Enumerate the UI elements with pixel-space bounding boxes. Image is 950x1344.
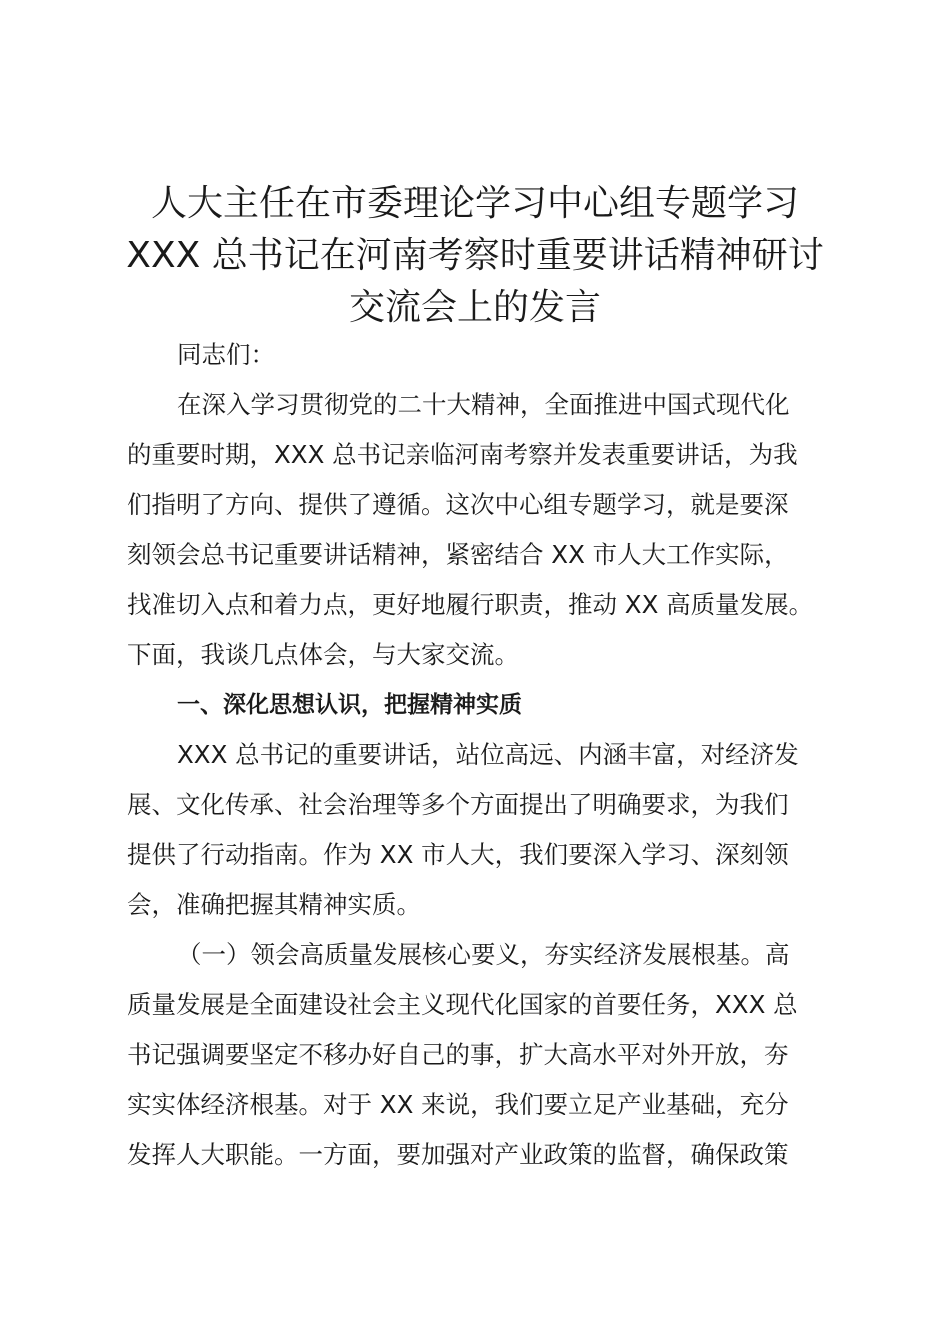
paragraph-line: 提供了行动指南。作为 XX 市人大，我们要深入学习、深刻领 (127, 840, 789, 869)
paragraph-line: 会，准确把握其精神实质。 (127, 890, 421, 919)
paragraph-line: 找准切入点和着力点，更好地履行职责，推动 XX 高质量发展。 (127, 590, 814, 619)
salutation: 同志们： (177, 340, 275, 369)
paragraph-line: XXX 总书记的重要讲话，站位高远、内涵丰富，对经济发 (177, 740, 799, 769)
title-line-3: 交流会上的发言 (348, 287, 601, 328)
paragraph-line: 刻领会总书记重要讲话精神，紧密结合 XX 市人大工作实际， (127, 540, 789, 569)
title-line-1: 人大主任在市委理论学习中心组专题学习 (150, 183, 799, 224)
paragraph-line: 们指明了方向、提供了遵循。这次中心组专题学习，就是要深 (127, 490, 789, 519)
paragraph-line: 质量发展是全面建设社会主义现代化国家的首要任务，XXX 总 (127, 990, 798, 1019)
section-heading: 一、深化思想认识，把握精神实质 (177, 692, 522, 718)
paragraph-line: 的重要时期，XXX 总书记亲临河南考察并发表重要讲话，为我 (127, 440, 798, 469)
title-line-2: XXX 总书记在河南考察时重要讲话精神研讨 (126, 235, 824, 276)
document-body (127, 330, 837, 1180)
paragraph-line: 展、文化传承、社会治理等多个方面提出了明确要求，为我们 (127, 790, 789, 819)
paragraph-line: 发挥人大职能。一方面，要加强对产业政策的监督，确保政策 (127, 1140, 789, 1169)
paragraph-line: 下面，我谈几点体会，与大家交流。 (127, 640, 519, 669)
paragraph-line: 实实体经济根基。对于 XX 来说，我们要立足产业基础，充分 (127, 1090, 789, 1119)
paragraph-line: 在深入学习贯彻党的二十大精神，全面推进中国式现代化 (177, 390, 790, 419)
paragraph-line: （一）领会高质量发展核心要义，夯实经济发展根基。高 (177, 940, 790, 969)
paragraph-line: 书记强调要坚定不移办好自己的事，扩大高水平对外开放，夯 (127, 1040, 789, 1069)
document-title (100, 178, 850, 334)
